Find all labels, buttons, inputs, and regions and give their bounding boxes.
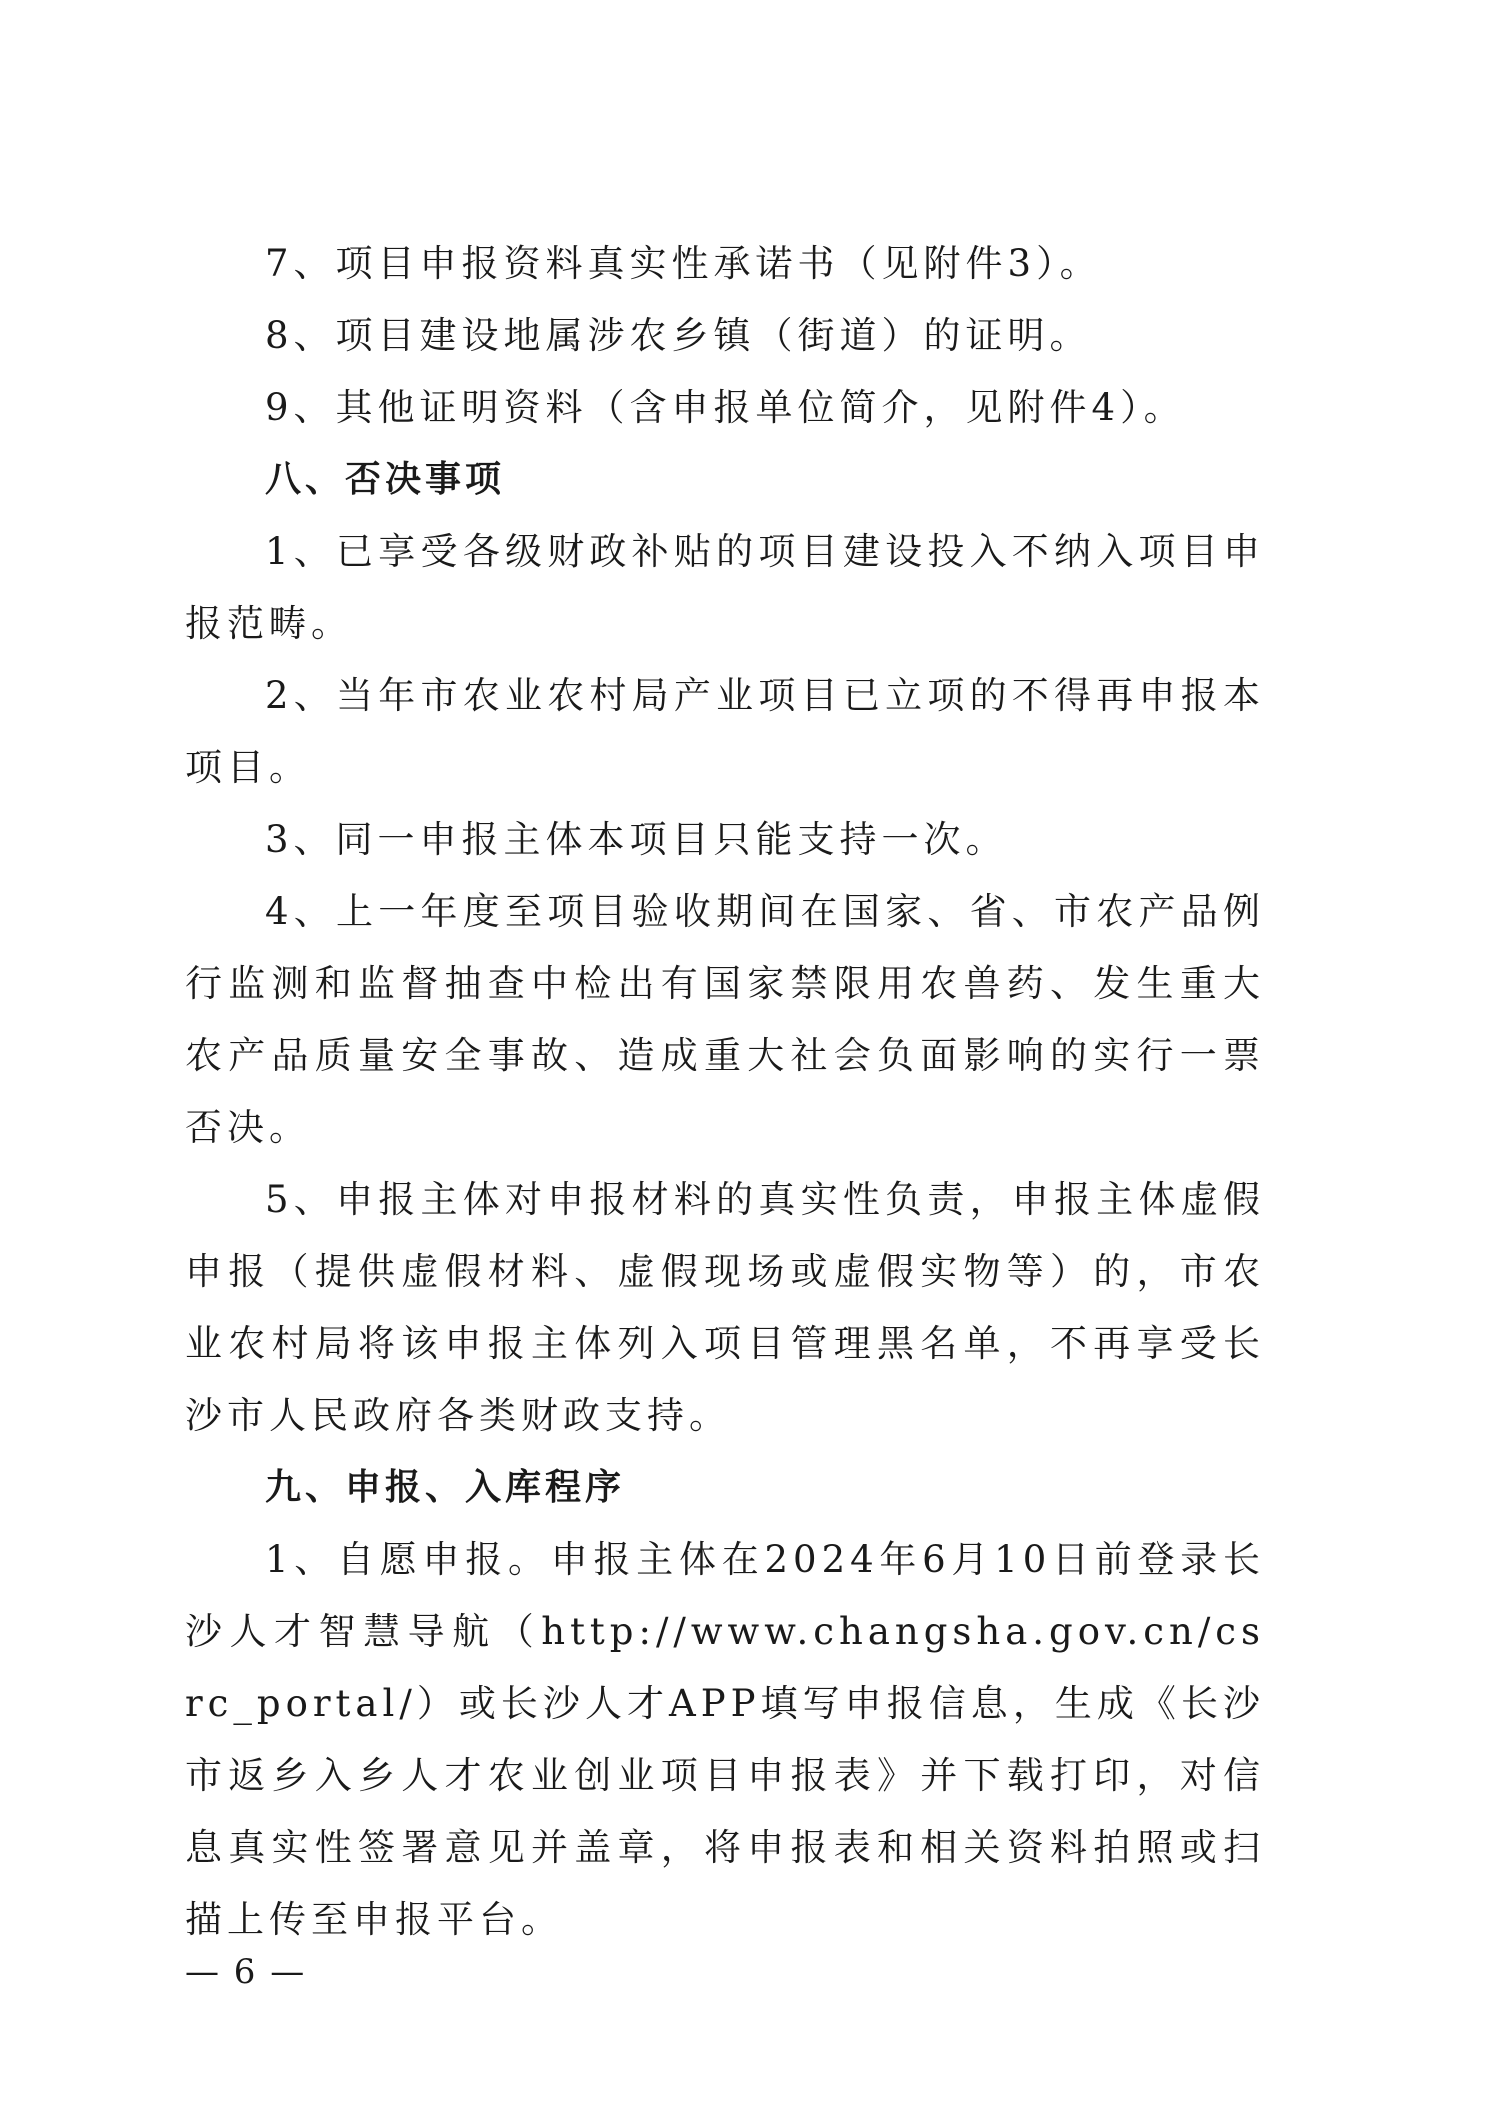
rejection-item-3: 3、同一申报主体本项目只能支持一次。	[265, 818, 1008, 861]
rejection-item-2: 2、当年市农业农村局产业项目已立项的不得再申报本项目。	[185, 674, 1265, 789]
section-heading-procedure: 九、申报、入库程序	[265, 1467, 626, 1508]
rejection-item-1: 1、已享受各级财政补贴的项目建设投入不纳入项目申报范畴。	[185, 530, 1265, 645]
section-heading-rejection: 八、否决事项	[265, 459, 506, 500]
document-body	[185, 228, 1265, 1956]
list-item-9: 9、其他证明资料（含申报单位简介，见附件4）。	[265, 386, 1186, 429]
procedure-item-1: 1、自愿申报。申报主体在2024年6月10日前登录长沙人才智慧导航（http://www.changsha.gov.cn/csrc_portal/）或长沙人才APP填写申报信息，生成《长沙市返乡入乡人才农业创业项目申报表》并下载打印，对信息真实性签署意见并盖章，将申报表和相关资料拍照或扫描上传至申报平台。	[185, 1538, 1265, 1941]
list-item-7: 7、项目申报资料真实性承诺书（见附件3）。	[265, 242, 1102, 285]
page-number: — 6 —	[185, 1952, 307, 1992]
rejection-item-5: 5、申报主体对申报材料的真实性负责，申报主体虚假申报（提供虚假材料、虚假现场或虚假实物等）的，市农业农村局将该申报主体列入项目管理黑名单，不再享受长沙市人民政府各类财政支持。	[185, 1178, 1265, 1437]
rejection-item-4: 4、上一年度至项目验收期间在国家、省、市农产品例行监测和监督抽查中检出有国家禁限用农兽药、发生重大农产品质量安全事故、造成重大社会负面影响的实行一票否决。	[185, 890, 1265, 1149]
list-item-8: 8、项目建设地属涉农乡镇（街道）的证明。	[265, 314, 1092, 357]
